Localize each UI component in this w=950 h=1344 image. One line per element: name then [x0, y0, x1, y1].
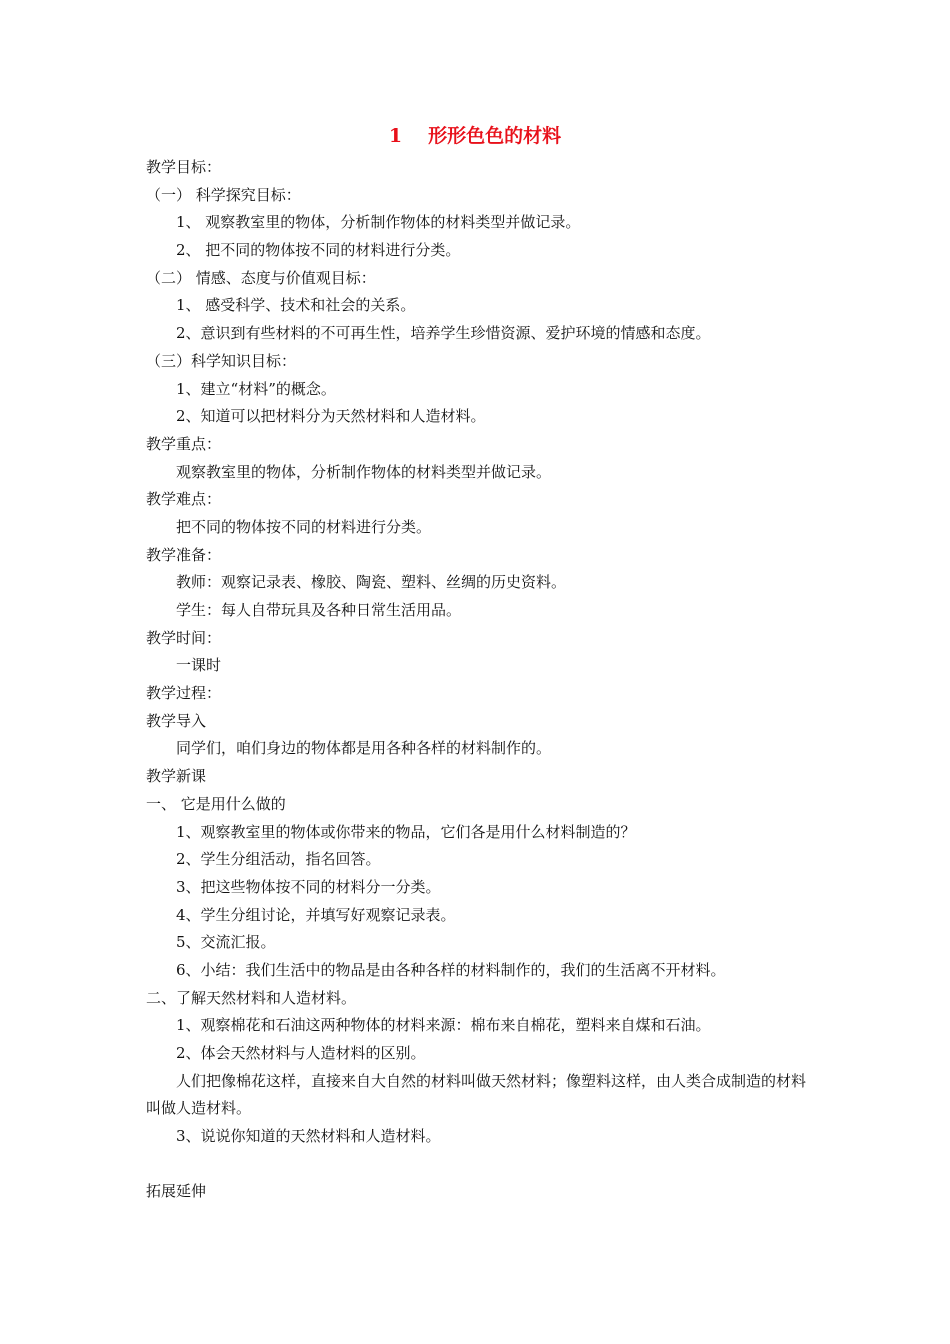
body-text: 观察教室里的物体，分析制作物体的材料类型并做记录。 [176, 462, 552, 481]
body-text: 同学们，咱们身边的物体都是用各种各样的材料制作的。 [176, 739, 552, 758]
section-heading: 教学新课 [146, 767, 207, 786]
body-text: 一课时 [176, 656, 222, 675]
section-heading: 拓展延伸 [146, 1182, 207, 1201]
list-item: 1、观察教室里的物体或你带来的物品，它们各是用什么材料制造的？ [176, 822, 636, 841]
section-heading: 教学难点： [146, 490, 222, 509]
body-text: 把不同的物体按不同的材料进行分类。 [176, 517, 432, 536]
title-text: 形形色色的材料 [428, 125, 562, 147]
body-text: 学生：每人自带玩具及各种日常生活用品。 [176, 601, 462, 619]
list-item: 2、学生分组活动，指名回答。 [176, 850, 381, 869]
list-item: 1、建立“材料”的概念。 [176, 379, 336, 398]
section-heading: 教学时间： [146, 628, 222, 647]
list-item: 1、 观察教室里的物体，分析制作物体的材料类型并做记录。 [176, 213, 581, 232]
list-item: 2、 把不同的物体按不同的材料进行分类。 [176, 241, 461, 260]
list-item: 1、观察棉花和石油这两种物体的材料来源：棉布来自棉花，塑料来自煤和石油。 [176, 1016, 711, 1035]
list-item: 3、说说你知道的天然材料和人造材料。 [176, 1127, 441, 1146]
list-item: 2、体会天然材料与人造材料的区别。 [176, 1044, 426, 1062]
document-body [146, 154, 816, 1206]
page-title [0, 122, 950, 150]
list-item: 1、 感受科学、技术和社会的关系。 [176, 296, 416, 315]
blank-line [146, 1151, 816, 1179]
subsection-heading: 二、了解天然材料和人造材料。 [146, 988, 357, 1007]
title-number: 1 [388, 125, 403, 147]
section-heading: 教学目标： [146, 158, 222, 176]
section-heading: 教学导入 [146, 711, 207, 730]
list-item: 2、知道可以把材料分为天然材料和人造材料。 [176, 407, 486, 426]
list-item: 6、小结：我们生活中的物品是由各种各样的材料制作的，我们的生活离不开材料。 [176, 960, 726, 979]
subsection-heading: （二） 情感、态度与价值观目标： [146, 268, 376, 287]
subsection-heading: （一） 科学探究目标： [146, 185, 301, 204]
body-text: 教师：观察记录表、橡胶、陶瓷、塑料、丝绸的历史资料。 [176, 573, 567, 592]
list-item: 5、交流汇报。 [176, 933, 276, 952]
list-item: 3、把这些物体按不同的材料分一分类。 [176, 877, 441, 896]
section-heading: 教学准备： [146, 545, 222, 564]
list-item: 4、学生分组讨论，并填写好观察记录表。 [176, 905, 456, 924]
body-paragraph: 人们把像棉花这样，直接来自大自然的材料叫做天然材料；像塑料这样，由人类合成制造的材料叫做人造材料。 [146, 1071, 807, 1118]
subsection-heading: 一、 它是用什么做的 [146, 794, 286, 813]
list-item: 2、意识到有些材料的不可再生性，培养学生珍惜资源、爱护环境的情感和态度。 [176, 324, 711, 343]
subsection-heading: （三）科学知识目标： [146, 351, 297, 370]
section-heading: 教学过程： [146, 684, 222, 703]
section-heading: 教学重点： [146, 434, 222, 453]
